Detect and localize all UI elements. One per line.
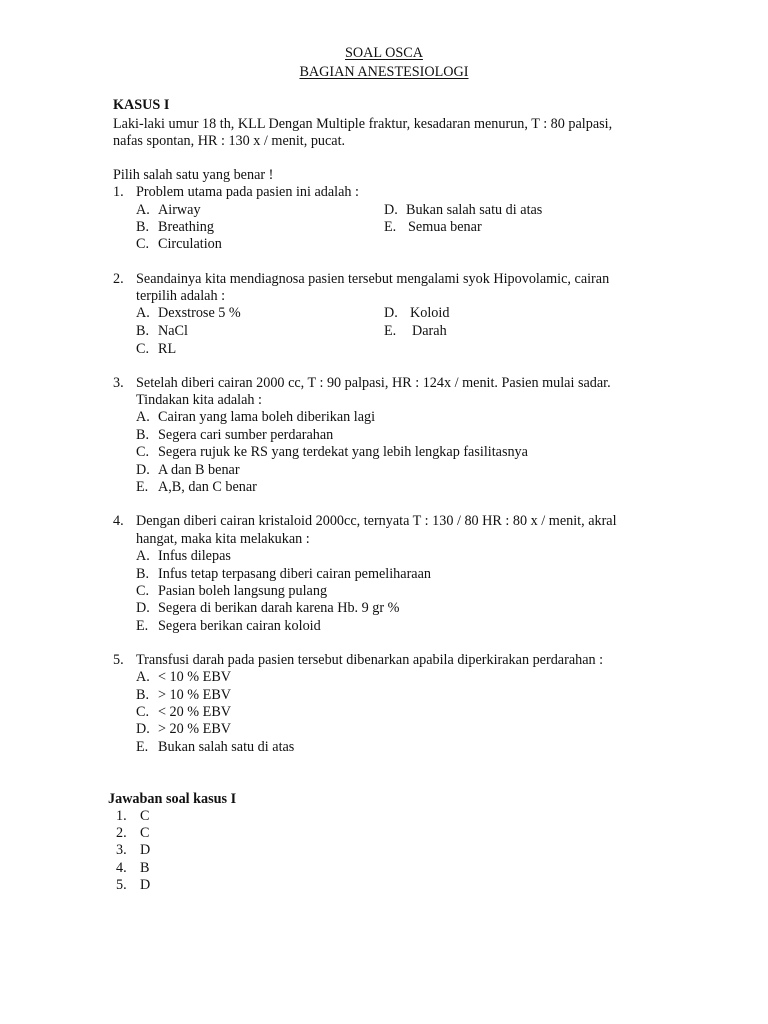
question-number: 4. bbox=[113, 513, 124, 529]
answer-number: 4. bbox=[116, 860, 127, 876]
option-letter: A. bbox=[136, 202, 150, 218]
question-text: Setelah diberi cairan 2000 cc, T : 90 palpasi, HR : 124x / menit. Pasien mulai sadar. bbox=[136, 375, 611, 391]
question-number: 2. bbox=[113, 271, 124, 287]
answer-number: 5. bbox=[116, 877, 127, 893]
option-text: > 10 % EBV bbox=[158, 687, 232, 703]
option-text: NaCl bbox=[158, 323, 188, 339]
answers-heading: Jawaban soal kasus I bbox=[108, 791, 237, 807]
answer-value: C bbox=[140, 825, 150, 841]
option-text: Bukan salah satu di atas bbox=[158, 739, 295, 755]
option-text: Cairan yang lama boleh diberikan lagi bbox=[158, 409, 376, 425]
document-title: SOAL OSCA bbox=[345, 45, 423, 61]
question-number: 1. bbox=[113, 184, 124, 200]
option-letter: D. bbox=[136, 721, 150, 737]
option-letter: C. bbox=[136, 704, 150, 720]
option-text: Bukan salah satu di atas bbox=[406, 202, 543, 218]
option-letter: B. bbox=[136, 219, 150, 235]
answer-value: C bbox=[140, 808, 150, 824]
option-letter: A. bbox=[136, 548, 150, 564]
option-text: Circulation bbox=[158, 236, 222, 252]
question-text: terpilih adalah : bbox=[136, 288, 226, 304]
option-text: > 20 % EBV bbox=[158, 721, 232, 737]
answer-number: 2. bbox=[116, 825, 127, 841]
question-text: Dengan diberi cairan kristaloid 2000cc, ternyata T : 130 / 80 HR : 80 x / menit, akral bbox=[136, 513, 617, 529]
option-text: RL bbox=[158, 341, 177, 357]
option-letter: B. bbox=[136, 427, 150, 443]
question-text: Transfusi darah pada pasien tersebut dibenarkan apabila diperkirakan perdarahan : bbox=[136, 652, 604, 668]
option-text: Infus dilepas bbox=[158, 548, 231, 564]
option-letter: E. bbox=[136, 739, 149, 755]
option-letter: A. bbox=[136, 669, 150, 685]
option-letter: B. bbox=[136, 323, 150, 339]
answer-value: D bbox=[140, 877, 151, 893]
option-text: Semua benar bbox=[408, 219, 482, 235]
answer-number: 1. bbox=[116, 808, 127, 824]
option-letter: E. bbox=[136, 479, 149, 495]
option-text: Segera rujuk ke RS yang terdekat yang lebih lengkap fasilitasnya bbox=[158, 444, 528, 460]
option-letter: D. bbox=[384, 305, 398, 321]
question-number: 3. bbox=[113, 375, 124, 391]
option-text: Segera cari sumber perdarahan bbox=[158, 427, 334, 443]
case-description-line: nafas spontan, HR : 130 x / menit, pucat. bbox=[113, 133, 346, 149]
question-text: hangat, maka kita melakukan : bbox=[136, 531, 310, 547]
answer-number: 3. bbox=[116, 842, 127, 858]
option-text: Segera berikan cairan koloid bbox=[158, 618, 321, 634]
option-letter: C. bbox=[136, 341, 150, 357]
option-letter: E. bbox=[136, 618, 149, 634]
option-text: Breathing bbox=[158, 219, 214, 235]
question-text: Seandainya kita mendiagnosa pasien tersebut mengalami syok Hipovolamic, cairan bbox=[136, 271, 610, 287]
option-letter: C. bbox=[136, 444, 150, 460]
option-text: A,B, dan C benar bbox=[158, 479, 257, 495]
answer-value: D bbox=[140, 842, 151, 858]
option-letter: E. bbox=[384, 323, 397, 339]
option-letter: D. bbox=[136, 462, 150, 478]
option-letter: E. bbox=[384, 219, 397, 235]
case-description-line: Laki-laki umur 18 th, KLL Dengan Multiple fraktur, kesadaran menurun, T : 80 palpasi, bbox=[113, 116, 613, 132]
answer-value: B bbox=[140, 860, 150, 876]
option-letter: C. bbox=[136, 583, 150, 599]
option-text: Darah bbox=[412, 323, 447, 339]
option-text: < 10 % EBV bbox=[158, 669, 232, 685]
option-letter: C. bbox=[136, 236, 150, 252]
option-text: Airway bbox=[158, 202, 201, 218]
case-instruction: Pilih salah satu yang benar ! bbox=[113, 167, 274, 183]
option-text: Pasian boleh langsung pulang bbox=[158, 583, 328, 599]
option-text: Infus tetap terpasang diberi cairan pemeliharaan bbox=[158, 566, 431, 582]
option-text: Dexstrose 5 % bbox=[158, 305, 241, 321]
option-letter: D. bbox=[384, 202, 398, 218]
option-text: A dan B benar bbox=[158, 462, 240, 478]
case-heading: KASUS I bbox=[113, 97, 170, 113]
option-letter: B. bbox=[136, 687, 150, 703]
option-text: Segera di berikan darah karena Hb. 9 gr % bbox=[158, 600, 400, 616]
option-text: < 20 % EBV bbox=[158, 704, 232, 720]
question-text: Problem utama pada pasien ini adalah : bbox=[136, 184, 359, 200]
option-letter: B. bbox=[136, 566, 150, 582]
document-subtitle: BAGIAN ANESTESIOLOGI bbox=[299, 64, 469, 80]
question-number: 5. bbox=[113, 652, 124, 668]
question-text: Tindakan kita adalah : bbox=[136, 392, 262, 408]
option-letter: A. bbox=[136, 409, 150, 425]
option-letter: A. bbox=[136, 305, 150, 321]
option-letter: D. bbox=[136, 600, 150, 616]
option-text: Koloid bbox=[410, 305, 450, 321]
